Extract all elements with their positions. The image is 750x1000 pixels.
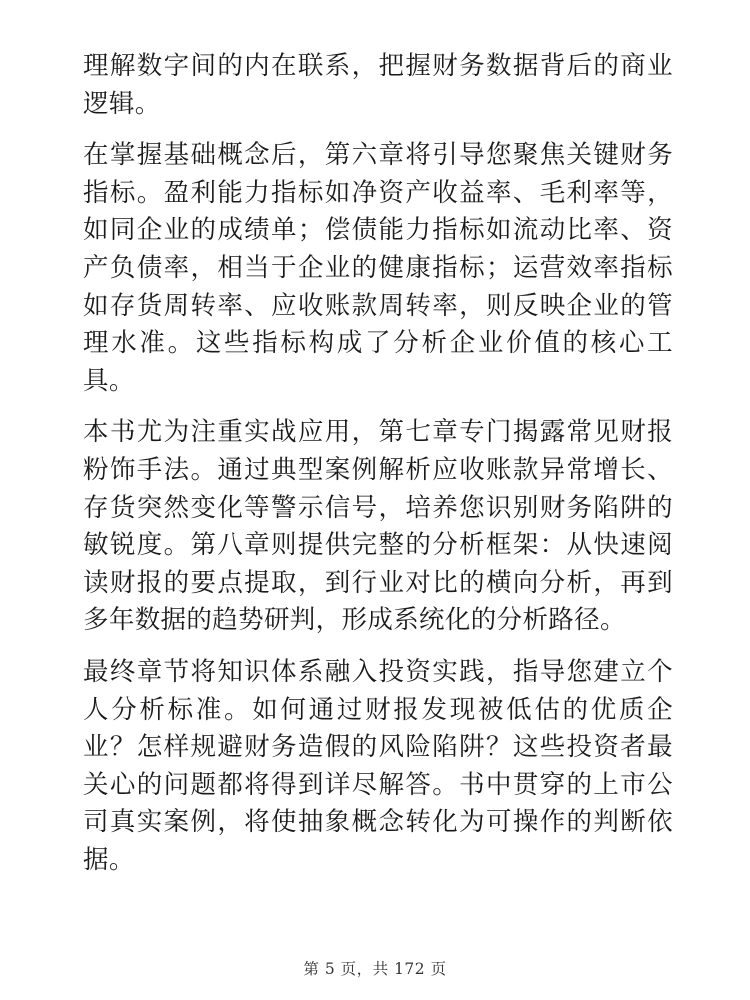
page-number-footer: 第 5 页，共 172 页 (303, 960, 447, 978)
paragraph-4: 最终章节将知识体系融入投资实践，指导您建立个人分析标准。如何通过财报发现被低估的优质企业？怎样规避财务造假的风险陷阱？这些投资者最关心的问题都将得到详尽解答。书中贯穿的上市公司真实案例，将使抽象概念转化为可操作的判断依据。 (83, 656, 673, 875)
document-body (83, 48, 673, 879)
paragraph-1: 理解数字间的内在联系，把握财务数据背后的商业逻辑。 (83, 51, 673, 119)
paragraph-3: 本书尤为注重实战应用，第七章专门揭露常见财报粉饰手法。通过典型案例解析应收账款异常增长、存货突然变化等警示信号，培养您识别财务陷阱的敏锐度。第八章则提供完整的分析框架：从快速阅读财报的要点提取，到行业对比的横向分析，再到多年数据的趋势研判，形成系统化的分析路径。 (83, 417, 673, 636)
paragraph-2: 在掌握基础概念后，第六章将引导您聚焦关键财务指标。盈利能力指标如净资产收益率、毛利率等，如同企业的成绩单；偿债能力指标如流动比率、资产负债率，相当于企业的健康指标；运营效率指标如存货周转率、应收账款周转率，则反映企业的管理水准。这些指标构成了分析企业价值的核心工具。 (83, 140, 673, 396)
